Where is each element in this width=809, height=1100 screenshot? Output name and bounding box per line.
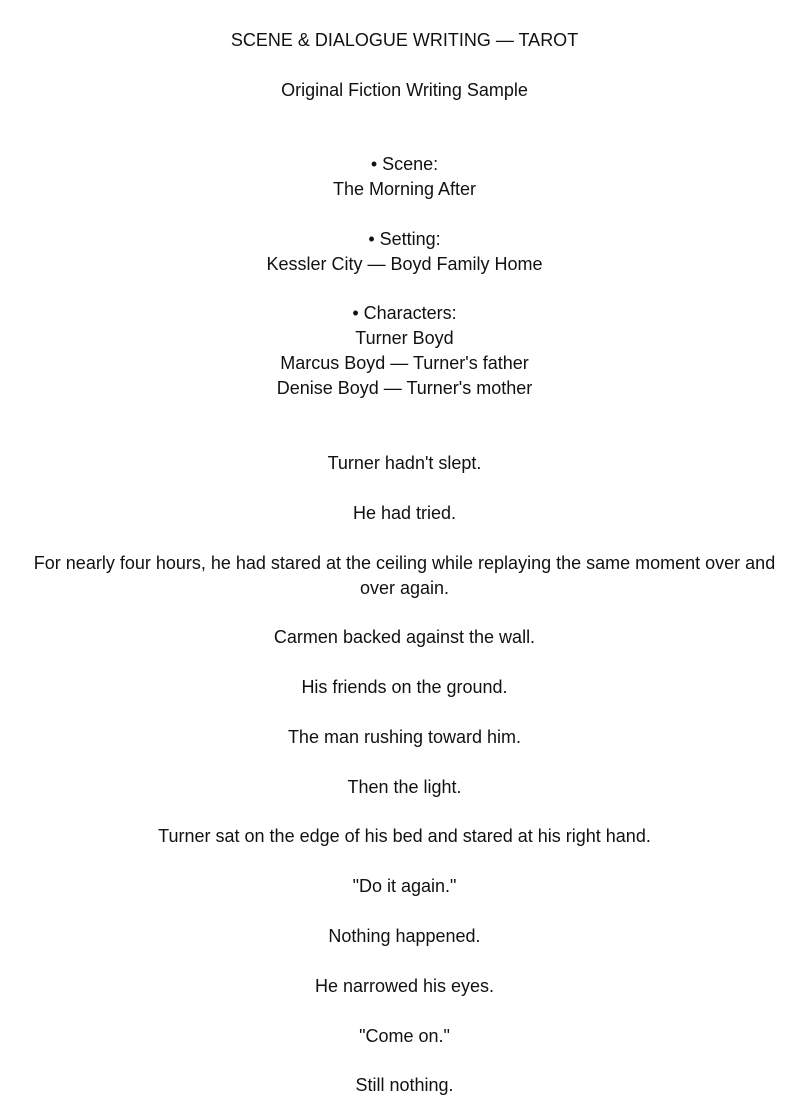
paragraph: Turner hadn't slept.: [327, 453, 482, 473]
document-subtitle: Original Fiction Writing Sample: [281, 80, 528, 100]
character-turner: Turner Boyd: [355, 328, 454, 348]
scene-label: • Scene:: [370, 154, 439, 174]
paragraph: Nothing happened.: [328, 926, 481, 946]
character-marcus: Marcus Boyd — Turner's father: [280, 353, 529, 373]
paragraph: He had tried.: [352, 503, 457, 523]
setting-label: • Setting:: [368, 229, 441, 249]
scene-value: The Morning After: [332, 179, 477, 199]
paragraph: His friends on the ground.: [301, 677, 508, 697]
paragraph: For nearly four hours, he had stared at the ceiling while replaying the same moment over and over again.: [33, 553, 776, 598]
paragraph: Turner sat on the edge of his bed and stared at his right hand.: [158, 826, 651, 846]
paragraph: Then the light.: [347, 777, 462, 797]
paragraph: "Do it again.": [352, 876, 457, 896]
paragraph: "Come on.": [359, 1026, 450, 1046]
paragraph: He narrowed his eyes.: [314, 976, 495, 996]
paragraph: Still nothing.: [355, 1075, 454, 1095]
paragraph: The man rushing toward him.: [287, 727, 522, 747]
characters-label: • Characters:: [352, 303, 457, 323]
paragraph: Carmen backed against the wall.: [273, 627, 536, 647]
character-denise: Denise Boyd — Turner's mother: [276, 378, 533, 398]
document-title: SCENE & DIALOGUE WRITING — TAROT: [230, 30, 579, 50]
setting-value: Kessler City — Boyd Family Home: [266, 254, 543, 274]
